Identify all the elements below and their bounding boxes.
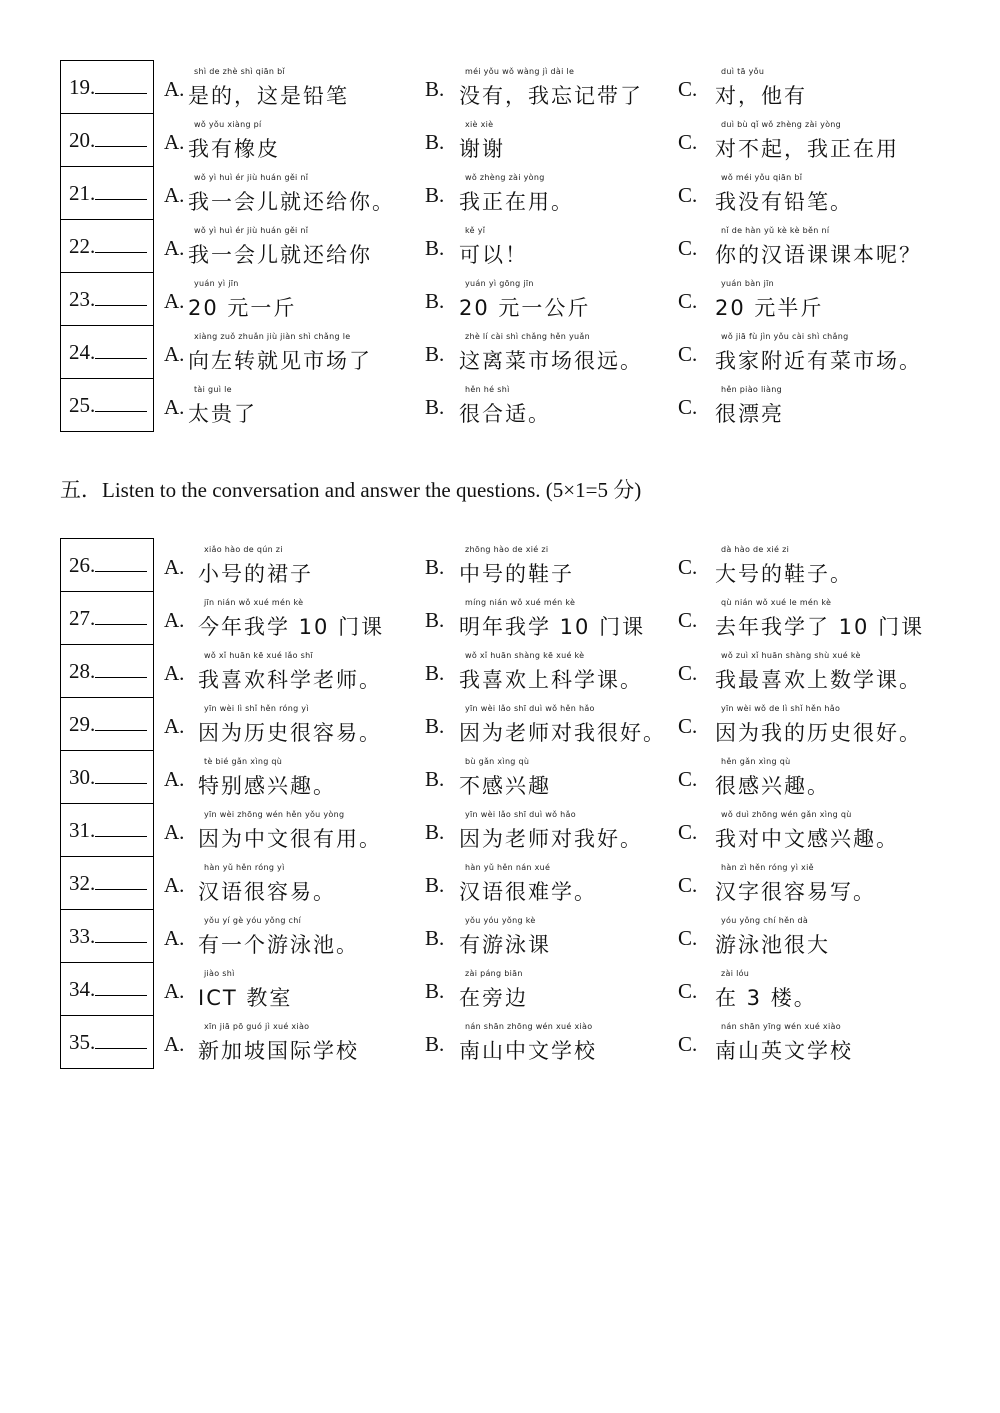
option-text: 在旁边: [459, 986, 528, 1010]
question-row: [60, 697, 960, 750]
option-text-wrap: [198, 697, 382, 747]
question-number: 27.: [69, 606, 96, 630]
option-text: 新加坡国际学校: [198, 1039, 359, 1063]
option-text: 大号的鞋子。: [715, 562, 853, 586]
option-pinyin: wǒ zhèng zài yòng: [465, 173, 545, 182]
option-letter: B.: [425, 608, 445, 632]
option-text: 我一会儿就还给你。: [188, 190, 395, 214]
answer-blank[interactable]: [95, 928, 147, 943]
option-pinyin: nǐ de hàn yǔ kè kè běn ní: [721, 226, 830, 235]
question-table-19-25: [60, 60, 960, 431]
question-row: [60, 803, 960, 856]
answer-blank[interactable]: [95, 663, 147, 678]
option-text: 汉语很难学。: [459, 880, 597, 904]
answer-box[interactable]: [60, 60, 154, 113]
question-row: [60, 60, 960, 113]
question-row: [60, 538, 960, 591]
answer-blank[interactable]: [95, 716, 147, 731]
answer-box[interactable]: [60, 538, 154, 591]
answer-blank[interactable]: [95, 397, 147, 412]
option-text-wrap: [459, 60, 643, 110]
question-number: 19.: [69, 75, 96, 99]
option-text-wrap: [715, 166, 853, 216]
question-row: [60, 219, 960, 272]
option-pinyin: tài guì le: [194, 385, 232, 394]
option-pinyin: nán shān yīng wén xué xiào: [721, 1022, 841, 1031]
option-text: 很合适。: [459, 402, 551, 426]
option-text: 20 元一公斤: [459, 296, 591, 320]
option-text: 南山英文学校: [715, 1039, 853, 1063]
option-letter: A.: [164, 130, 185, 154]
option-pinyin: yǒu yóu yǒng kè: [465, 916, 536, 925]
option-text: 我一会儿就还给你: [188, 243, 372, 267]
option-pinyin: jīn nián wǒ xué mén kè: [204, 598, 304, 607]
option-pinyin: duì bù qǐ wǒ zhèng zài yòng: [721, 120, 842, 129]
section-instruction: Listen to the conversation and answer the questions. (5×1=5: [102, 478, 614, 502]
question-row: [60, 378, 960, 431]
question-number-wrap: [69, 818, 147, 843]
option-text: 我没有铅笔。: [715, 190, 853, 214]
option-letter: A.: [164, 77, 185, 101]
option-text: 20 元一斤: [188, 296, 297, 320]
option-pinyin: hěn piào liàng: [721, 385, 782, 394]
option-pinyin: zài páng biān: [465, 969, 523, 978]
option-text: 因为中文很有用。: [198, 827, 382, 851]
option-text: 谢谢: [459, 137, 505, 161]
answer-box[interactable]: [60, 803, 154, 856]
question-number: 33.: [69, 924, 96, 948]
option-pinyin: kě yǐ: [465, 226, 486, 235]
answer-blank[interactable]: [95, 981, 147, 996]
question-row: [60, 962, 960, 1015]
option-letter: C.: [678, 555, 698, 579]
option-text-wrap: [188, 325, 372, 375]
option-pinyin: hàn yǔ hěn róng yì: [204, 863, 285, 872]
question-number-wrap: [69, 553, 147, 578]
question-number: 34.: [69, 977, 96, 1001]
question-number-wrap: [69, 287, 147, 312]
option-text-wrap: [459, 856, 597, 906]
option-pinyin: wǒ zuì xǐ huān shàng shù xué kè: [721, 651, 861, 660]
option-letter: C.: [678, 236, 698, 260]
option-text-wrap: [715, 60, 807, 110]
answer-blank[interactable]: [95, 344, 147, 359]
answer-box[interactable]: [60, 378, 154, 432]
option-text: 在 3 楼。: [715, 986, 817, 1010]
option-letter: A.: [164, 714, 185, 738]
option-pinyin: bù gǎn xìng qù: [465, 757, 530, 766]
option-letter: A.: [164, 979, 185, 1003]
question-row: [60, 325, 960, 378]
question-number-wrap: [69, 234, 147, 259]
option-pinyin: jiào shì: [204, 969, 235, 978]
option-letter: C.: [678, 608, 698, 632]
option-text: 很漂亮: [715, 402, 784, 426]
answer-blank[interactable]: [95, 79, 147, 94]
option-text-wrap: [715, 1015, 853, 1065]
option-text-wrap: [459, 591, 645, 641]
question-number-wrap: [69, 871, 147, 896]
option-text: 我最喜欢上数学课。: [715, 668, 922, 692]
option-letter: C.: [678, 395, 698, 419]
question-number-wrap: [69, 128, 147, 153]
option-letter: A.: [164, 873, 185, 897]
option-letter: C.: [678, 979, 698, 1003]
option-text-wrap: [198, 962, 292, 1012]
option-text-wrap: [188, 113, 280, 163]
answer-blank[interactable]: [95, 557, 147, 572]
question-row: [60, 166, 960, 219]
option-text: 有游泳课: [459, 933, 551, 957]
answer-blank[interactable]: [95, 291, 147, 306]
option-text-wrap: [459, 909, 551, 959]
option-pinyin: hěn gǎn xìng qù: [721, 757, 791, 766]
question-number-wrap: [69, 924, 147, 949]
question-number-wrap: [69, 393, 147, 418]
option-text-wrap: [459, 325, 643, 375]
option-text: 因为老师对我很好。: [459, 721, 666, 745]
option-text-wrap: [715, 113, 899, 163]
option-text: 我家附近有菜市场。: [715, 349, 922, 373]
option-text: 我喜欢上科学课。: [459, 668, 643, 692]
answer-box[interactable]: [60, 962, 154, 1015]
answer-box[interactable]: [60, 697, 154, 750]
option-text: 小号的裙子: [198, 562, 313, 586]
option-text: 中号的鞋子: [459, 562, 574, 586]
option-text-wrap: [715, 803, 899, 853]
answer-blank[interactable]: [95, 875, 147, 890]
option-pinyin: wǒ xǐ huān shàng kē xué kè: [465, 651, 585, 660]
option-text: 今年我学 10 门课: [198, 615, 385, 639]
option-letter: B.: [425, 926, 445, 950]
section-number: 五．: [60, 478, 102, 502]
option-text-wrap: [198, 856, 336, 906]
option-letter: A.: [164, 555, 185, 579]
option-letter: B.: [425, 77, 445, 101]
option-pinyin: hàn yǔ hěn nán xué: [465, 863, 551, 872]
option-letter: A.: [164, 236, 185, 260]
question-number: 26.: [69, 553, 96, 577]
option-text-wrap: [715, 962, 817, 1012]
option-pinyin: xiè xiè: [465, 120, 494, 129]
option-letter: A.: [164, 820, 185, 844]
option-pinyin: shì de zhè shì qiān bǐ: [194, 67, 286, 76]
question-number-wrap: [69, 181, 147, 206]
question-number: 25.: [69, 393, 96, 417]
option-pinyin: hěn hé shì: [465, 385, 510, 394]
question-number: 22.: [69, 234, 96, 258]
option-pinyin: yīn wèi zhōng wén hěn yǒu yòng: [204, 810, 345, 819]
option-text: ICT 教室: [198, 986, 293, 1010]
option-text-wrap: [198, 1015, 359, 1065]
answer-box[interactable]: [60, 219, 154, 272]
option-letter: A.: [164, 1032, 185, 1056]
option-pinyin: yuán yì gōng jīn: [465, 279, 534, 288]
option-pinyin: yīn wèi lì shǐ hěn róng yì: [204, 704, 309, 713]
option-text-wrap: [715, 909, 830, 959]
option-letter: B.: [425, 183, 445, 207]
question-number: 29.: [69, 712, 96, 736]
option-letter: A.: [164, 767, 185, 791]
question-number: 31.: [69, 818, 96, 842]
option-letter: B.: [425, 661, 445, 685]
option-text-wrap: [715, 591, 924, 641]
option-letter: A.: [164, 395, 185, 419]
option-text-wrap: [715, 538, 853, 588]
option-letter: B.: [425, 820, 445, 844]
option-text: 我正在用。: [459, 190, 574, 214]
option-text-wrap: [459, 272, 590, 322]
question-row: [60, 644, 960, 697]
option-pinyin: míng nián wǒ xué mén kè: [465, 598, 576, 607]
question-row: [60, 909, 960, 962]
option-text: 明年我学 10 门课: [459, 615, 646, 639]
option-text-wrap: [459, 750, 551, 800]
option-letter: C.: [678, 342, 698, 366]
option-text: 游泳池很大: [715, 933, 830, 957]
question-number-wrap: [69, 606, 147, 631]
question-row: [60, 1015, 960, 1068]
option-text: 对，他有: [715, 84, 807, 108]
option-letter: C.: [678, 714, 698, 738]
option-letter: A.: [164, 289, 185, 313]
option-pinyin: wǒ yì huì ér jiù huán gěi nǐ: [194, 173, 309, 182]
option-letter: B.: [425, 873, 445, 897]
option-text-wrap: [459, 538, 574, 588]
option-text-wrap: [198, 803, 382, 853]
option-text-wrap: [715, 750, 830, 800]
option-pinyin: yīn wèi lǎo shī duì wǒ hǎo: [465, 810, 576, 819]
option-pinyin: tè bié gǎn xìng qù: [204, 757, 283, 766]
question-number: 24.: [69, 340, 96, 364]
question-number: 32.: [69, 871, 96, 895]
option-text-wrap: [459, 803, 643, 853]
option-pinyin: zài lóu: [721, 969, 750, 978]
option-text-wrap: [198, 644, 382, 694]
option-pinyin: xīn jiā pō guó jì xué xiào: [204, 1022, 310, 1031]
answer-blank[interactable]: [95, 1034, 147, 1049]
option-letter: B.: [425, 236, 445, 260]
option-text: 太贵了: [188, 402, 257, 426]
option-text: 汉字很容易写。: [715, 880, 876, 904]
question-number-wrap: [69, 712, 147, 737]
option-letter: B.: [425, 130, 445, 154]
option-text: 是的，这是铅笔: [188, 84, 349, 108]
option-letter: B.: [425, 714, 445, 738]
option-pinyin: duì tā yǒu: [721, 67, 765, 76]
question-number: 30.: [69, 765, 96, 789]
question-number-wrap: [69, 75, 147, 100]
option-text-wrap: [198, 909, 359, 959]
answer-box[interactable]: [60, 591, 154, 644]
option-letter: B.: [425, 555, 445, 579]
option-pinyin: qù nián wǒ xué le mén kè: [721, 598, 832, 607]
option-letter: C.: [678, 183, 698, 207]
option-letter: C.: [678, 1032, 698, 1056]
answer-box[interactable]: [60, 325, 154, 378]
option-text-wrap: [715, 272, 823, 322]
option-text-wrap: [459, 378, 551, 428]
option-pinyin: yuán bàn jīn: [721, 279, 775, 288]
option-pinyin: wǒ yì huì ér jiù huán gěi nǐ: [194, 226, 309, 235]
option-pinyin: wǒ duì zhōng wén gǎn xìng qù: [721, 810, 852, 819]
option-letter: C.: [678, 820, 698, 844]
question-table-26-35: [60, 538, 960, 1068]
option-text-wrap: [198, 538, 313, 588]
option-letter: B.: [425, 767, 445, 791]
question-number: 20.: [69, 128, 96, 152]
option-text-wrap: [188, 60, 349, 110]
option-text-wrap: [459, 219, 528, 269]
option-text: 去年我学了 10 门课: [715, 615, 925, 639]
option-pinyin: yóu yǒng chí hěn dà: [721, 916, 809, 925]
option-text: 我对中文感兴趣。: [715, 827, 899, 851]
option-letter: A.: [164, 661, 185, 685]
question-row: [60, 113, 960, 166]
option-pinyin: wǒ yǒu xiàng pí: [194, 120, 262, 129]
option-text: 没有，我忘记带了: [459, 84, 643, 108]
question-number-wrap: [69, 977, 147, 1002]
option-letter: A.: [164, 608, 185, 632]
option-letter: B.: [425, 979, 445, 1003]
answer-blank[interactable]: [95, 610, 147, 625]
answer-blank[interactable]: [95, 185, 147, 200]
question-number: 23.: [69, 287, 96, 311]
option-text-wrap: [715, 378, 784, 428]
answer-box[interactable]: [60, 113, 154, 166]
question-number-wrap: [69, 765, 147, 790]
option-letter: A.: [164, 183, 185, 207]
question-row: [60, 272, 960, 325]
option-pinyin: wǒ méi yǒu qiān bǐ: [721, 173, 803, 182]
option-pinyin: xiàng zuǒ zhuǎn jiù jiàn shì chǎng le: [194, 332, 351, 341]
question-number-wrap: [69, 340, 147, 365]
option-letter: C.: [678, 289, 698, 313]
option-text: 因为历史很容易。: [198, 721, 382, 745]
option-letter: C.: [678, 926, 698, 950]
option-text-wrap: [459, 113, 505, 163]
option-text: 南山中文学校: [459, 1039, 597, 1063]
section-title: [60, 474, 641, 504]
option-pinyin: méi yǒu wǒ wàng jì dài le: [465, 67, 575, 76]
option-letter: C.: [678, 130, 698, 154]
option-pinyin: yīn wèi wǒ de lì shǐ hěn hǎo: [721, 704, 841, 713]
question-row: [60, 591, 960, 644]
option-text-wrap: [715, 856, 876, 906]
option-text-wrap: [188, 378, 257, 428]
option-pinyin: yǒu yí gè yóu yǒng chí: [204, 916, 302, 925]
option-letter: A.: [164, 926, 185, 950]
option-text-wrap: [715, 697, 922, 747]
option-text: 不感兴趣: [459, 774, 551, 798]
question-number-wrap: [69, 1030, 147, 1055]
option-letter: B.: [425, 1032, 445, 1056]
answer-box[interactable]: [60, 856, 154, 909]
option-text: 你的汉语课课本呢？: [715, 243, 922, 267]
option-text-wrap: [715, 644, 922, 694]
answer-blank[interactable]: [95, 769, 147, 784]
answer-blank[interactable]: [95, 822, 147, 837]
section-points-unit: 分: [613, 478, 635, 502]
option-letter: C.: [678, 767, 698, 791]
question-row: [60, 750, 960, 803]
option-text: 向左转就见市场了: [188, 349, 372, 373]
option-text-wrap: [459, 166, 574, 216]
answer-box[interactable]: [60, 166, 154, 219]
option-text-wrap: [459, 697, 666, 747]
answer-box[interactable]: [60, 1015, 154, 1069]
option-text-wrap: [198, 591, 384, 641]
option-letter: B.: [425, 289, 445, 313]
answer-box[interactable]: [60, 750, 154, 803]
option-text-wrap: [715, 325, 922, 375]
option-pinyin: zhōng hào de xié zi: [465, 545, 549, 554]
option-pinyin: yuán yì jīn: [194, 279, 239, 288]
option-text: 因为我的历史很好。: [715, 721, 922, 745]
option-letter: C.: [678, 77, 698, 101]
option-pinyin: hàn zì hěn róng yì xiě: [721, 863, 814, 872]
option-pinyin: wǒ jiā fù jìn yǒu cài shì chǎng: [721, 332, 849, 341]
option-text: 特别感兴趣。: [198, 774, 336, 798]
option-text: 因为老师对我好。: [459, 827, 643, 851]
question-number: 35.: [69, 1030, 96, 1054]
answer-box[interactable]: [60, 272, 154, 325]
option-pinyin: nán shān zhōng wén xué xiào: [465, 1022, 593, 1031]
option-pinyin: wǒ xǐ huān kē xué lǎo shī: [204, 651, 314, 660]
option-text: 汉语很容易。: [198, 880, 336, 904]
option-letter: A.: [164, 342, 185, 366]
option-text-wrap: [188, 219, 372, 269]
option-text: 可以！: [459, 243, 528, 267]
answer-box[interactable]: [60, 644, 154, 697]
question-row: [60, 856, 960, 909]
option-text-wrap: [198, 750, 336, 800]
question-number-wrap: [69, 659, 147, 684]
option-text: 这离菜市场很远。: [459, 349, 643, 373]
option-pinyin: xiǎo hào de qún zi: [204, 545, 283, 554]
answer-blank[interactable]: [95, 132, 147, 147]
option-letter: C.: [678, 661, 698, 685]
answer-blank[interactable]: [95, 238, 147, 253]
question-number: 28.: [69, 659, 96, 683]
option-letter: B.: [425, 395, 445, 419]
option-text-wrap: [188, 166, 395, 216]
option-text: 我喜欢科学老师。: [198, 668, 382, 692]
option-text-wrap: [188, 272, 296, 322]
option-text: 有一个游泳池。: [198, 933, 359, 957]
option-text-wrap: [459, 644, 643, 694]
option-text: 很感兴趣。: [715, 774, 830, 798]
option-text: 20 元半斤: [715, 296, 824, 320]
answer-box[interactable]: [60, 909, 154, 962]
option-text: 对不起，我正在用: [715, 137, 899, 161]
option-text: 我有橡皮: [188, 137, 280, 161]
option-text-wrap: [459, 1015, 597, 1065]
option-letter: C.: [678, 873, 698, 897]
option-letter: B.: [425, 342, 445, 366]
option-text-wrap: [715, 219, 922, 269]
option-pinyin: dà hào de xié zi: [721, 545, 790, 554]
option-pinyin: yīn wèi lǎo shī duì wǒ hěn hǎo: [465, 704, 595, 713]
section-close-paren: ): [634, 478, 642, 502]
question-number: 21.: [69, 181, 96, 205]
option-pinyin: zhè lí cài shì chǎng hěn yuǎn: [465, 332, 590, 341]
option-text-wrap: [459, 962, 528, 1012]
